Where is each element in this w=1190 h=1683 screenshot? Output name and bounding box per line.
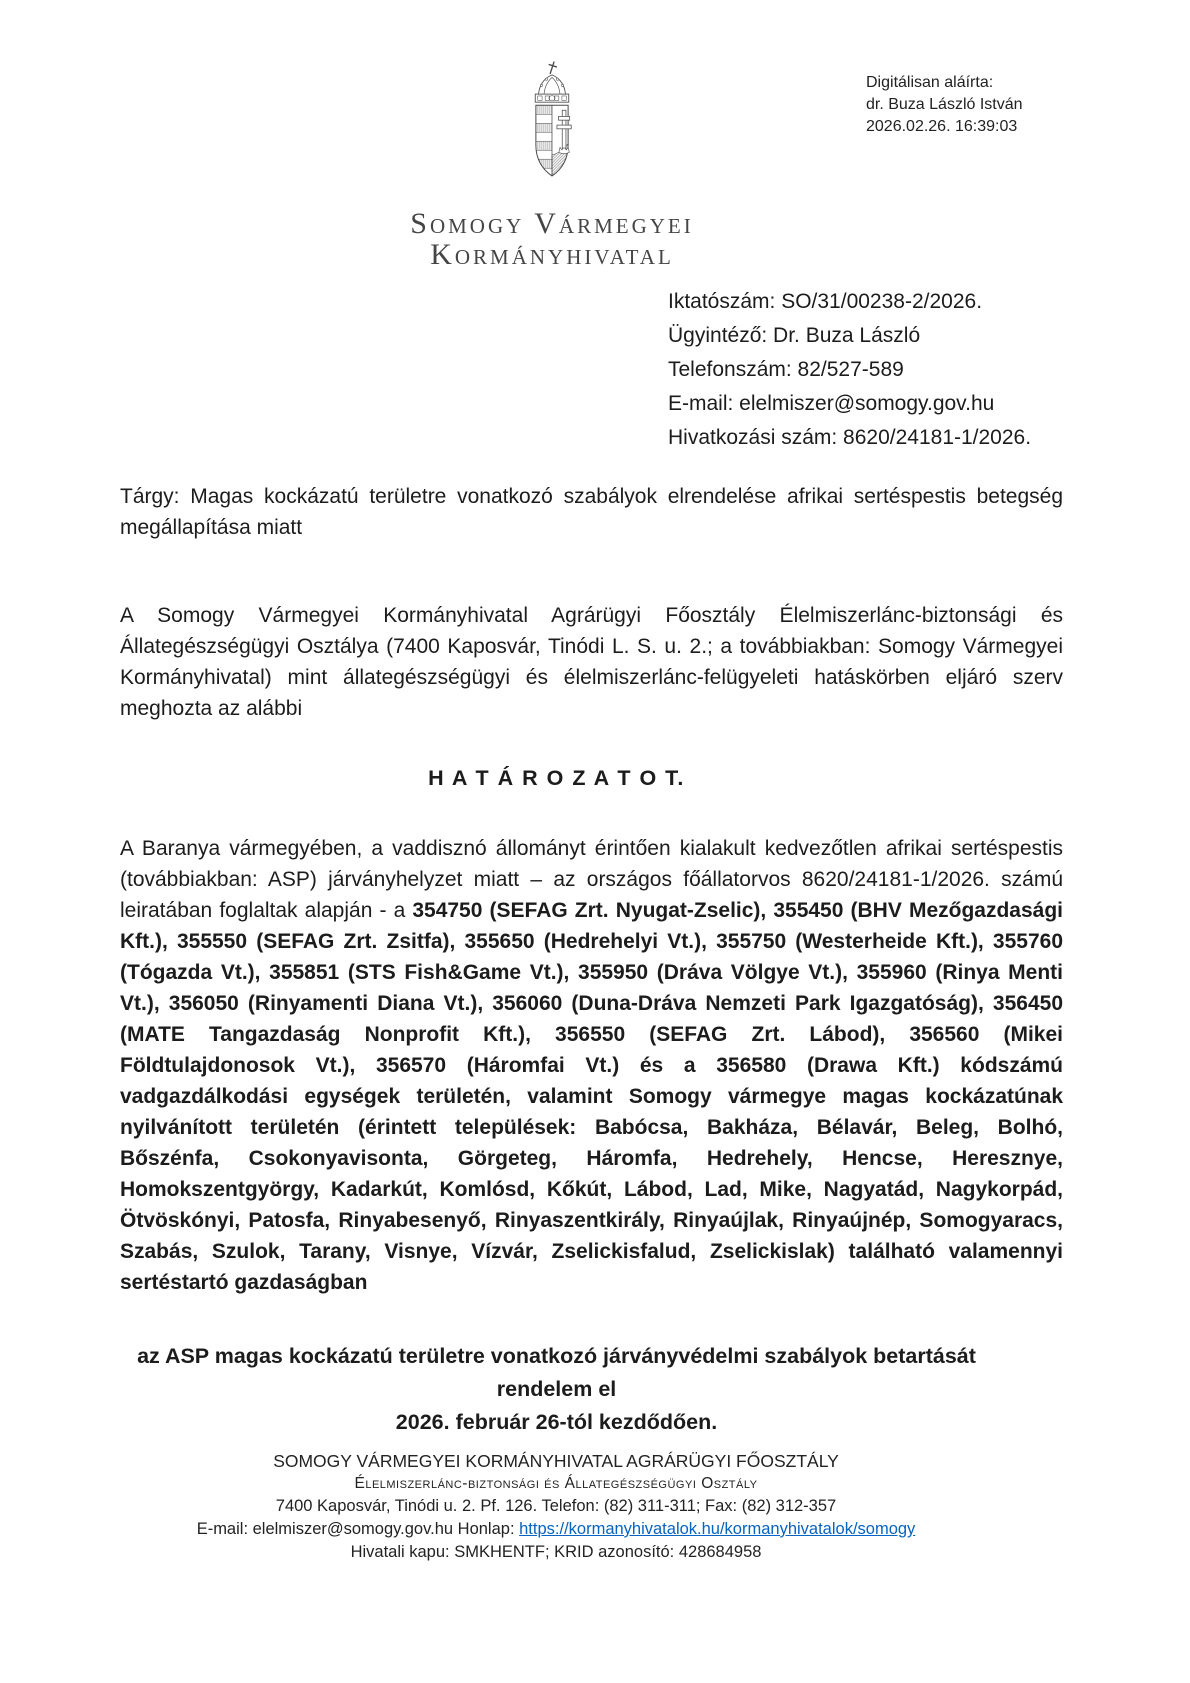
footer-department: SOMOGY VÁRMEGYEI KORMÁNYHIVATAL AGRÁRÜGYI FŐOSZTÁLY [273,1451,839,1471]
footer-office-gate: Hivatali kapu: SMKHENTF; KRID azonosító: 428684958 [350,1543,762,1561]
text-run: A Baranya vármegyében, a vaddisznó állományt érintően kialakult kedvezőtlen afrikai sertéspestis (továbbiakban: ASP) járványhelyzet miatt – az országos főállatorvos 8620/24181-1/2026. számú leiratában foglaltak alapján - a [120,837,1063,922]
signature-timestamp: 2026.02.26. 16:39:03 [866,118,1018,135]
case-info-line: E-mail: elelmiszer@somogy.gov.hu [668,392,995,415]
case-info-line: Hivatkozási szám: 8620/24181-1/2026. [668,426,1032,449]
signature-title: Digitálisan aláírta: [866,74,994,91]
case-info-line: Ügyintéző: Dr. Buza László [668,324,921,347]
page-footer [0,1450,1112,1564]
case-info-line: Iktatószám: SO/31/00238-2/2026. [668,290,983,313]
footer-email-prefix: E-mail: elelmiszer@somogy.gov.hu Honlap: [196,1520,520,1538]
subject-line: Tárgy: Magas kockázatú területre vonatkozó szabályok elrendelése afrikai sertéspestis betegség megállapítása miatt [120,485,1063,539]
decision-paragraph [120,833,1063,1298]
order-statement-line: 2026. február 26-tól kezdődően. [395,1410,718,1434]
decision-heading: H A T Á R O Z A T O T. [428,766,685,790]
intro-paragraph: A Somogy Vármegyei Kormányhivatal Agrárügyi Főosztály Élelmiszerlánc-biztonsági és Állategészségügyi Osztálya (7400 Kaposvár, Tinódi L. S. u. 2.; a továbbiakban: Somogy Vármegyei Kormányhivatal) mint állategészségügyi és élelmiszerlánc-felügyeleti hatáskörben eljáró szerv meghozta az alábbi [120,604,1063,720]
bold-text-run: 354750 (SEFAG Zrt. Nyugat-Zselic), 355450 (BHV Mezőgazdasági Kft.), 355550 (SEFAG Zrt. Zsitfa), 355650 (Hedrehelyi Vt.), 355750 (Westerheide Kft.), 355760 (Tógazda Vt.), 355851 (STS Fish&Game Vt.), 355950 (Dráva Völgye Vt.), 355960 (Rinya Menti Vt.), 356050 (Rinyamenti Diana Vt.), 356060 (Duna-Dráva Nemzeti Park Igazgatóság), 356450 (MATE Tangazdaság Nonprofit Kft.), 356550 (SEFAG Zrt. Lábod), 356560 (Mikei Földtulajdonosok Vt.), 356570 (Háromfai Vt.) és a 356580 (Drawa Kft.) kódszámú vadgazdálkodási egységek területén, valamint Somogy vármegye magas kockázatúnak nyilvánított területén (érintett települések: Babócsa, Bakháza, Bélavár, Beleg, Bolhó, Bőszénfa, Csokonyavisonta, Görgeteg, Háromfa, Hedrehely, Hencse, Heresznye, Homokszentgyörgy, Kadarkút, Komlósd, Kőkút, Lábod, Lad, Mike, Nagyatád, Nagykorpád, Ötvöskónyi, Patosfa, Rinyabesenyő, Rinyaszentkirály, Rinyaújlak, Rinyaújnép, Somogyaracs, Szabás, Szulok, Tarany, Visnye, Vízvár, Zselickisfalud, Zselickislak) található valamennyi sertéstartó gazdaságban [120,899,1063,1294]
homepage-link[interactable]: https://kormanyhivatalok.hu/kormanyhivatalok/somogy [519,1520,916,1538]
footer-email-homepage [0,1518,1112,1541]
case-info-line: Telefonszám: 82/527-589 [668,358,904,381]
org-name-line1: Somogy Vármegyei [410,207,694,240]
order-statement [120,1340,993,1439]
case-info-block [668,285,1063,455]
signature-signer: dr. Buza László István [866,96,1023,113]
order-statement-line: az ASP magas kockázatú területre vonatkozó járványvédelmi szabályok betartását rendelem el [137,1344,976,1401]
footer-address-phone: 7400 Kaposvár, Tinódi u. 2. Pf. 126. Telefon: (82) 311-311; Fax: (82) 312-357 [275,1497,837,1515]
org-name-line2: Kormányhivatal [430,238,674,271]
footer-division: Élelmiszerlánc-biztonsági és Állategészségügyi Osztály [354,1475,758,1492]
